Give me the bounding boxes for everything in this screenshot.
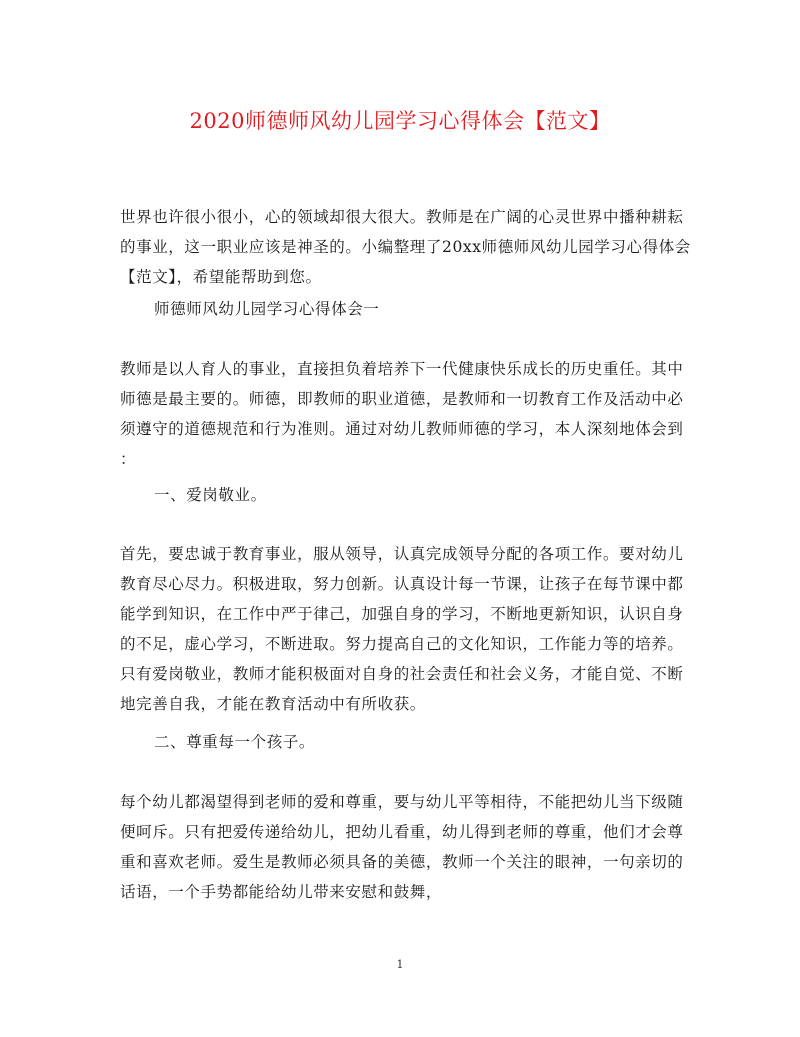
page-number: 1 [396, 958, 404, 971]
paragraph-line: 能学到知识，在工作中严于律己，加强自身的学习，不断地更新知识，认识自身 [120, 605, 684, 623]
intro-line: 【范文】，希望能帮助到您。 [120, 268, 322, 286]
paragraph-line: 重和喜欢老师。爱生是教师必须具备的美德，教师一个关注的眼神，一句亲切的 [120, 853, 684, 871]
section-heading: 师德师风幼儿园学习心得体会一 [154, 300, 380, 318]
paragraph-line: ： [120, 450, 137, 468]
paragraph-line: 须遵守的道德规范和行为准则。通过对幼儿教师师德的学习，本人深刻地体会到 [120, 420, 684, 438]
intro-line: 的事业，这一职业应该是神圣的。小编整理了20xx师德师风幼儿园学习心得体会 [120, 238, 691, 256]
paragraph-line: 话语，一个手势都能给幼儿带来安慰和鼓舞， [120, 883, 443, 901]
paragraph-line: 师德是最主要的。师德，即教师的职业道德，是教师和一切教育工作及活动中必 [120, 390, 684, 408]
point-heading: 二、尊重每一个孩子。 [154, 733, 316, 751]
paragraph-line: 教育尽心尽力。积极进取，努力创新。认真设计每一节课，让孩子在每节课中都 [120, 575, 684, 593]
intro-line: 世界也许很小很小，心的领域却很大很大。教师是在广阔的心灵世界中播种耕耘 [120, 208, 684, 226]
paragraph-line: 的不足，虚心学习，不断进取。努力提高自己的文化知识，工作能力等的培养。 [120, 635, 684, 653]
paragraph-line: 只有爱岗敬业，教师才能积极面对自身的社会责任和社会义务，才能自觉、不断 [120, 665, 684, 683]
paragraph-line: 地完善自我，才能在教育活动中有所收获。 [120, 695, 426, 713]
document-title: 2020师德师风幼儿园学习心得体会【范文】 [189, 109, 611, 133]
point-heading: 一、爱岗敬业。 [154, 486, 267, 504]
paragraph-line: 每个幼儿都渴望得到老师的爱和尊重，要与幼儿平等相待，不能把幼儿当下级随 [120, 793, 684, 811]
paragraph-line: 便呵斥。只有把爱传递给幼儿，把幼儿看重，幼儿得到老师的尊重，他们才会尊 [120, 823, 684, 841]
paragraph-line: 教师是以人育人的事业，直接担负着培养下一代健康快乐成长的历史重任。其中 [120, 360, 684, 378]
paragraph-line: 首先，要忠诚于教育事业，服从领导，认真完成领导分配的各项工作。要对幼儿 [120, 545, 684, 563]
